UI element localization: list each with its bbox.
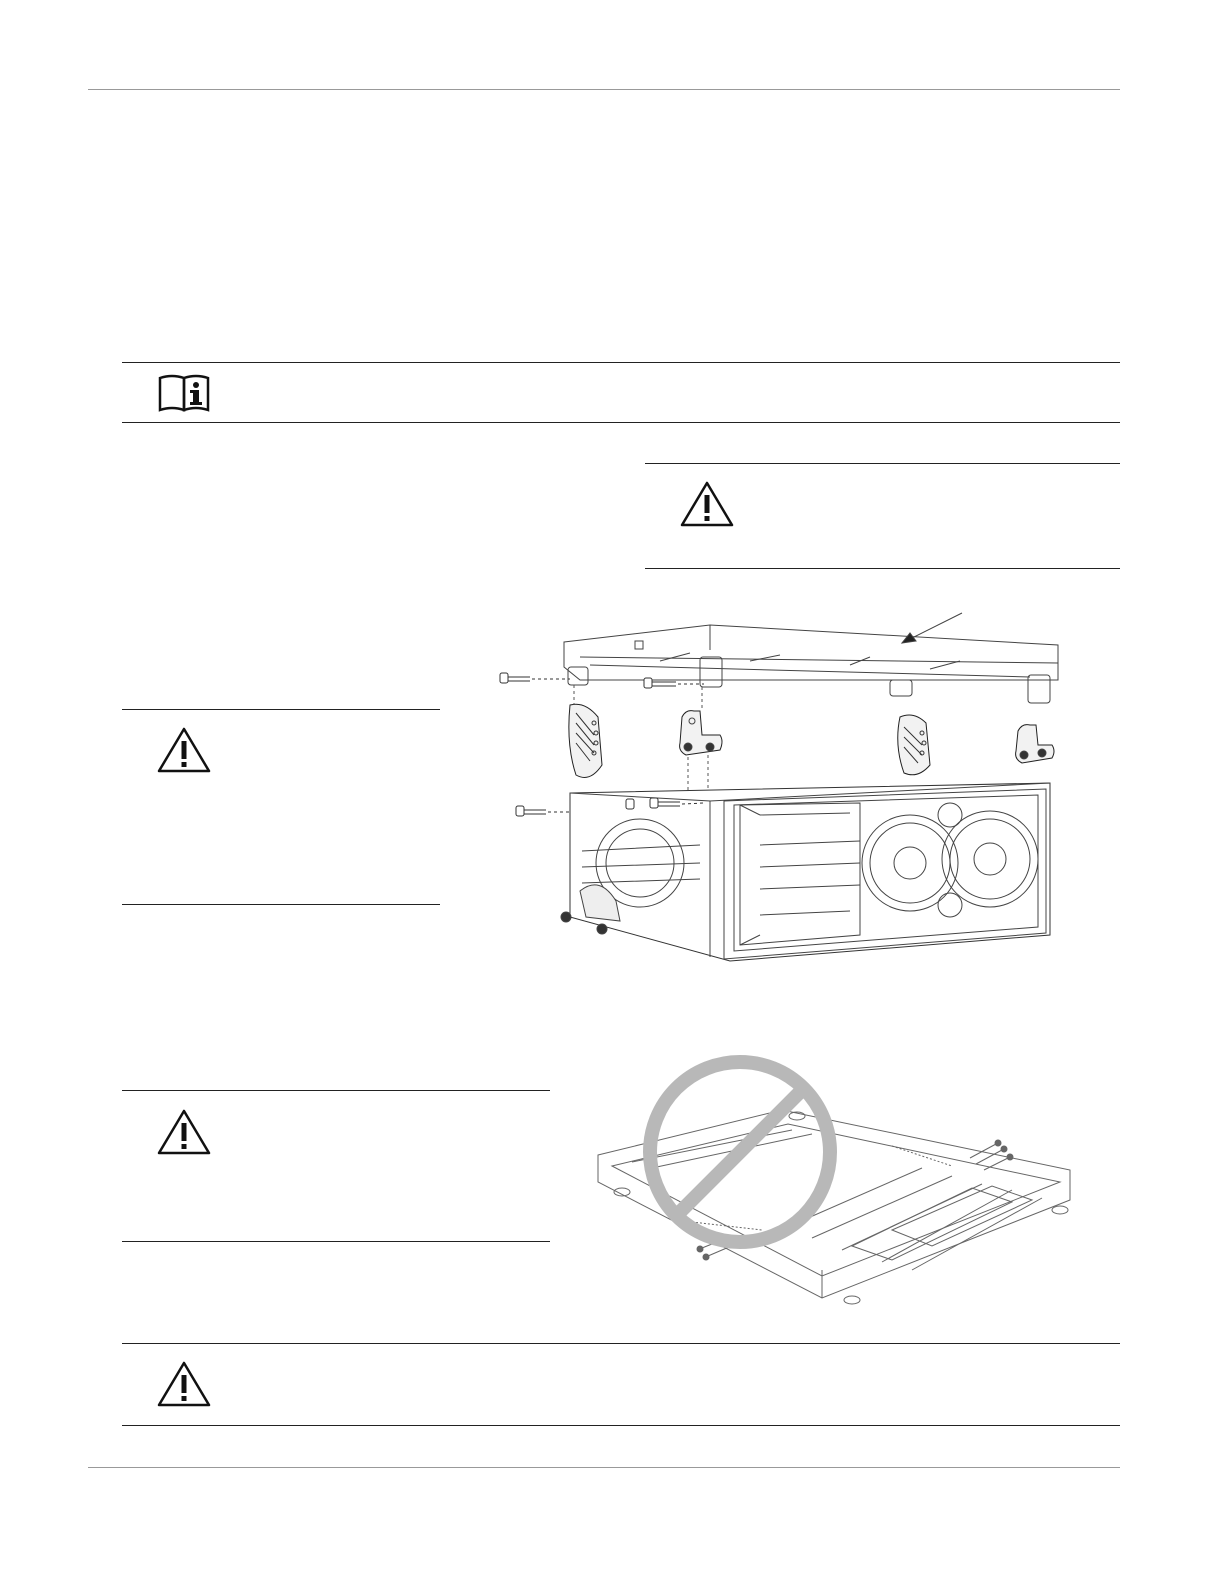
header-rule <box>88 89 1120 90</box>
speaker-rigging-assembly-diagram <box>490 605 1080 965</box>
warning-bottom-bottom-rule <box>122 1425 1120 1426</box>
warning-triangle-icon <box>156 1360 212 1408</box>
warning-left2-bottom-rule <box>122 1241 550 1242</box>
footer-rule <box>88 1467 1120 1468</box>
warning-triangle-icon <box>679 480 735 528</box>
warning-right-top-rule <box>645 463 1120 464</box>
warning-left1-bottom-rule <box>122 904 440 905</box>
warning-triangle-icon <box>156 1108 212 1156</box>
warning-left2-top-rule <box>122 1090 550 1091</box>
warning-right-bottom-rule <box>645 568 1120 569</box>
info-manual-icon <box>156 374 212 414</box>
warning-left1-top-rule <box>122 709 440 710</box>
info-note-bottom-rule <box>122 422 1120 423</box>
info-note-top-rule <box>122 362 1120 363</box>
warning-bottom-top-rule <box>122 1343 1120 1344</box>
prohibited-frame-assembly-diagram <box>592 1050 1082 1315</box>
warning-triangle-icon <box>156 726 212 774</box>
